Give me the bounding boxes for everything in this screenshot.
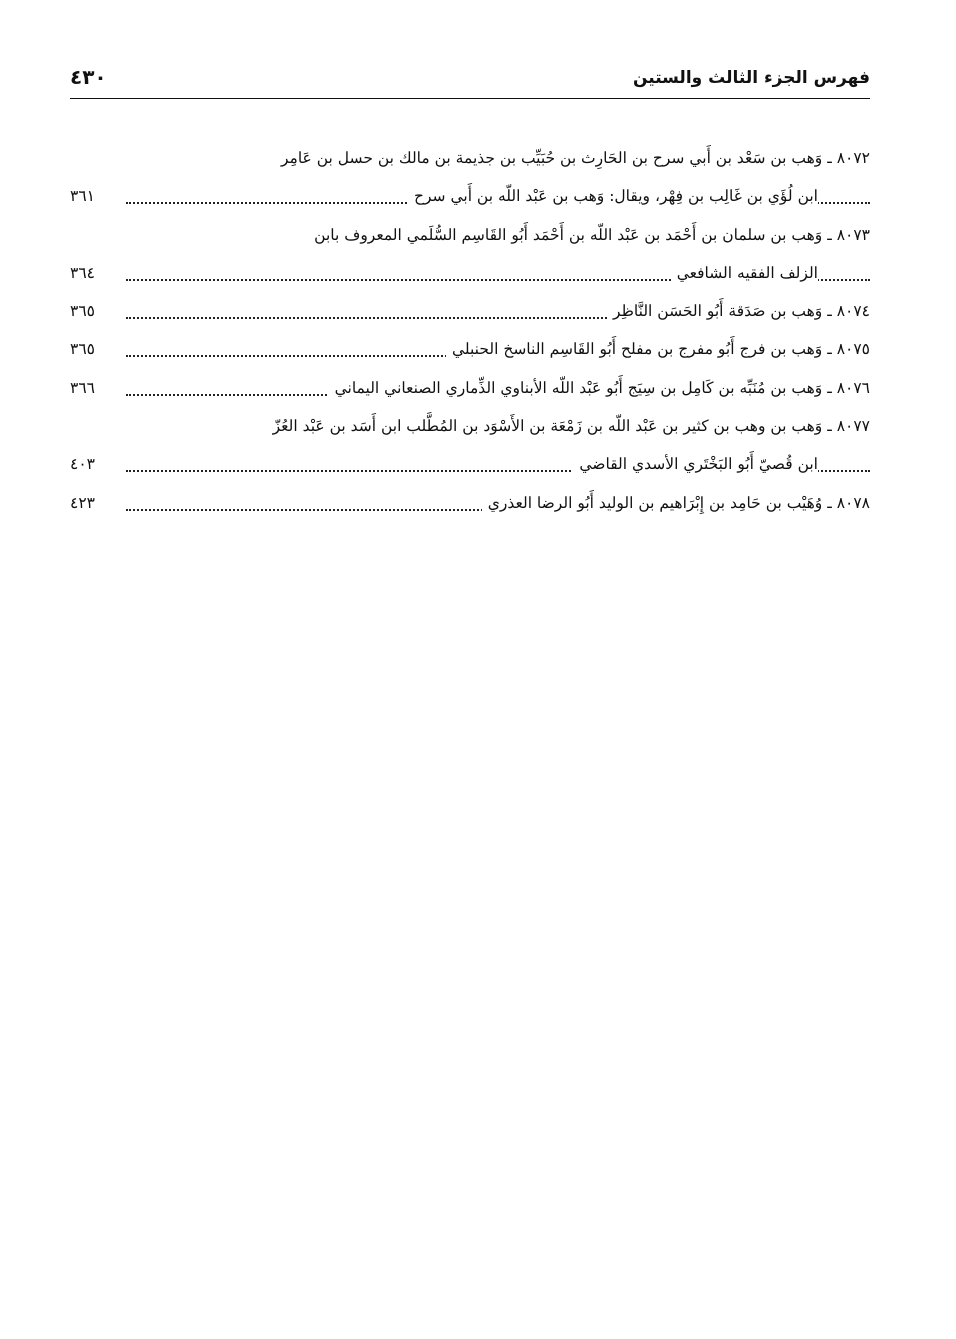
index-entry-8075: [70, 331, 870, 369]
entry-text: ٨٠٧٢ ـ وَهب بن سَعْد بن أَبي سرح بن الحَارِث بن حُبَيِّب بن جذيمة بن مالك بن حسل بن عَامِر: [275, 146, 870, 170]
entry-text: ٨٠٧٦ ـ وَهب بن مُنَبِّه بن كَامِل بن سِيَج أَبُو عَبْد اللّه الأبناوي الذِّماري الصنعاني اليماني: [329, 376, 870, 400]
page-number: ٤٣٠: [70, 65, 107, 89]
entry-page-number: ٣٦٥: [70, 340, 95, 359]
entry-page-number: ٣٦١: [70, 187, 95, 206]
index-entry-8077-cont: [70, 446, 870, 484]
index-entry-8076: [70, 370, 870, 408]
index-entry-8073-cont: [70, 255, 870, 293]
entry-text: ٨٠٧٧ ـ وَهب بن وهب بن كثير بن عَبْد اللّه بن زَمْعَة بن الأَسْوَد بن المُطَّلب ابن أَسَد بن عَبْد العُزّ: [267, 414, 870, 438]
entry-page-number: ٣٦٤: [70, 263, 95, 282]
entry-text: ٨٠٧٤ ـ وَهب بن صَدَقة أَبُو الحَسَن النَّاظِر: [607, 299, 870, 323]
entry-page-number: ٤٠٣: [70, 455, 95, 474]
index-entry-8072-cont: [70, 178, 870, 216]
entry-page-number: ٤٢٣: [70, 493, 95, 512]
index-entry-8077: [70, 408, 870, 446]
index-list: [70, 140, 870, 523]
entry-text: ٨٠٧٣ ـ وَهب بن سلمان بن أَحْمَد بن عَبْد اللّه بن أَحْمَد أَبُو القَاسِم السُّلَمي المعروف بابن: [308, 223, 870, 247]
entry-text: ٨٠٧٥ ـ وَهب بن فرج أَبُو مفرج بن مفلح أَبُو القَاسِم الناسخ الحنبلي: [446, 337, 870, 361]
page-header: [70, 58, 870, 99]
index-entry-8078: [70, 485, 870, 523]
entry-page-number: ٣٦٥: [70, 302, 95, 321]
index-entry-8072: [70, 140, 870, 178]
entry-text: ابن لُؤَي بن غَالِب بن فِهْر، ويقال: وَهب بن عَبْد اللّه بن أَبي سرح: [408, 184, 818, 208]
entry-text: الزلف الفقيه الشافعي: [671, 261, 818, 285]
index-entry-8074: [70, 293, 870, 331]
index-entry-8073: [70, 217, 870, 255]
entry-text: ابن قُصيّ أَبُو البَخْتَري الأسدي القاضي: [573, 452, 818, 476]
entry-page-number: ٣٦٦: [70, 378, 95, 397]
running-title: فهرس الجزء الثالث والستين: [632, 68, 870, 88]
entry-text: ٨٠٧٨ ـ وُهَيْب بن حَامِد بن إِبْرَاهيم بن الوليد أَبُو الرضا العذري: [482, 491, 870, 515]
